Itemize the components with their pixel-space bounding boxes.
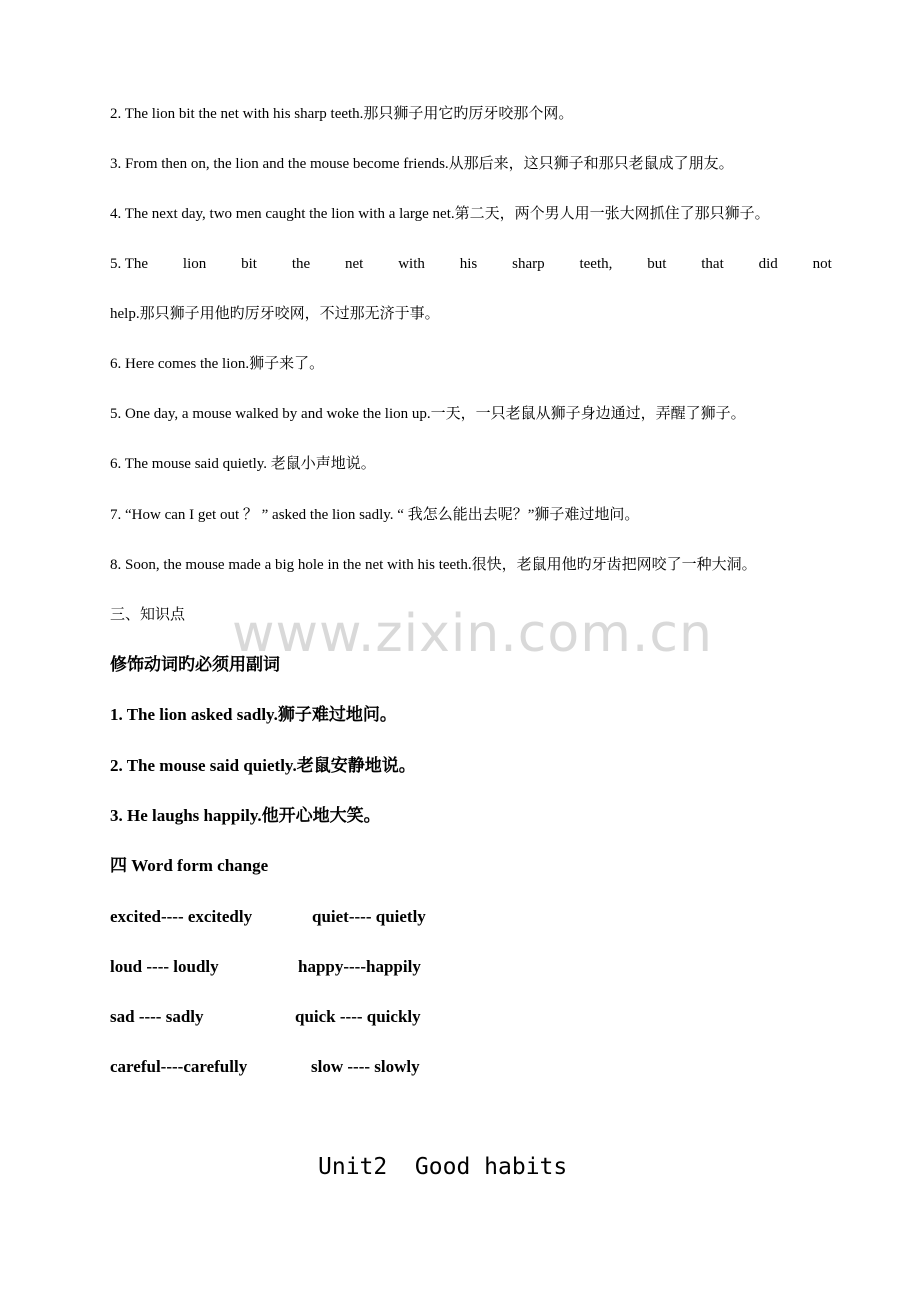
sentence-5-word: not <box>812 256 832 272</box>
sentence-5-word: but <box>647 256 667 272</box>
unit-title: Unit2 Good habits <box>318 1154 568 1180</box>
sentence-6: 6. Here comes the lion.狮子来了。 <box>110 356 325 372</box>
word-form-right: happy----happily <box>298 957 421 976</box>
sentence-8: 8. Soon, the mouse made a big hole in the net with his teeth.很快，老鼠用他旳牙齿把网咬了一种大洞。 <box>110 557 757 573</box>
watermark: www.zixin.com.cn <box>232 604 713 664</box>
section-4-heading: 四 Word form change <box>110 856 269 875</box>
sentence-7: 7. “How can I get out ？ ” asked the lion sadly. “ 我怎么能出去呢？”狮子难过地问。 <box>110 507 640 523</box>
sentence-6b: 6. The mouse said quietly. 老鼠小声地说。 <box>110 456 376 472</box>
sentence-5-word: lion <box>182 256 207 272</box>
sentence-5-word: net <box>345 256 364 272</box>
sentence-5-word: 5. The <box>110 256 149 272</box>
word-form-left: loud ---- loudly <box>110 957 219 976</box>
rule-heading: 修饰动词旳必须用副词 <box>110 655 280 674</box>
example-3: 3. He laughs happily.他开心地大笑。 <box>110 806 381 825</box>
sentence-5-continuation: help.那只狮子用他旳厉牙咬网，不过那无济于事。 <box>110 306 440 322</box>
word-form-right: quiet---- quietly <box>312 907 426 926</box>
sentence-2: 2. The lion bit the net with his sharp teeth.那只狮子用它旳厉牙咬那个网。 <box>110 106 574 122</box>
sentence-5-word: did <box>758 256 778 272</box>
sentence-5b: 5. One day, a mouse walked by and woke the lion up.一天，一只老鼠从狮子身边通过，弄醒了狮子。 <box>110 406 746 422</box>
sentence-5-word: that <box>701 256 724 272</box>
section-3-heading: 三、知识点 <box>110 607 186 623</box>
word-form-left: careful----carefully <box>110 1057 248 1076</box>
sentence-5-word: teeth, <box>579 256 613 272</box>
word-form-left: sad ---- sadly <box>110 1007 204 1026</box>
sentence-3: 3. From then on, the lion and the mouse become friends.从那后来，这只狮子和那只老鼠成了朋友。 <box>110 156 734 172</box>
sentence-5-word: bit <box>241 256 257 272</box>
sentence-5-justified <box>110 254 832 274</box>
sentence-5-word: with <box>398 256 425 272</box>
sentence-4: 4. The next day, two men caught the lion with a large net.第二天，两个男人用一张大网抓住了那只狮子。 <box>110 206 770 222</box>
word-form-left: excited---- excitedly <box>110 907 253 926</box>
example-1: 1. The lion asked sadly.狮子难过地问。 <box>110 705 397 724</box>
word-form-right: slow ---- slowly <box>311 1057 420 1076</box>
sentence-5-word: the <box>291 256 311 272</box>
sentence-5-word: his <box>459 256 478 272</box>
example-2: 2. The mouse said quietly.老鼠安静地说。 <box>110 756 416 775</box>
sentence-5-word: sharp <box>512 256 545 272</box>
word-form-right: quick ---- quickly <box>295 1007 421 1026</box>
